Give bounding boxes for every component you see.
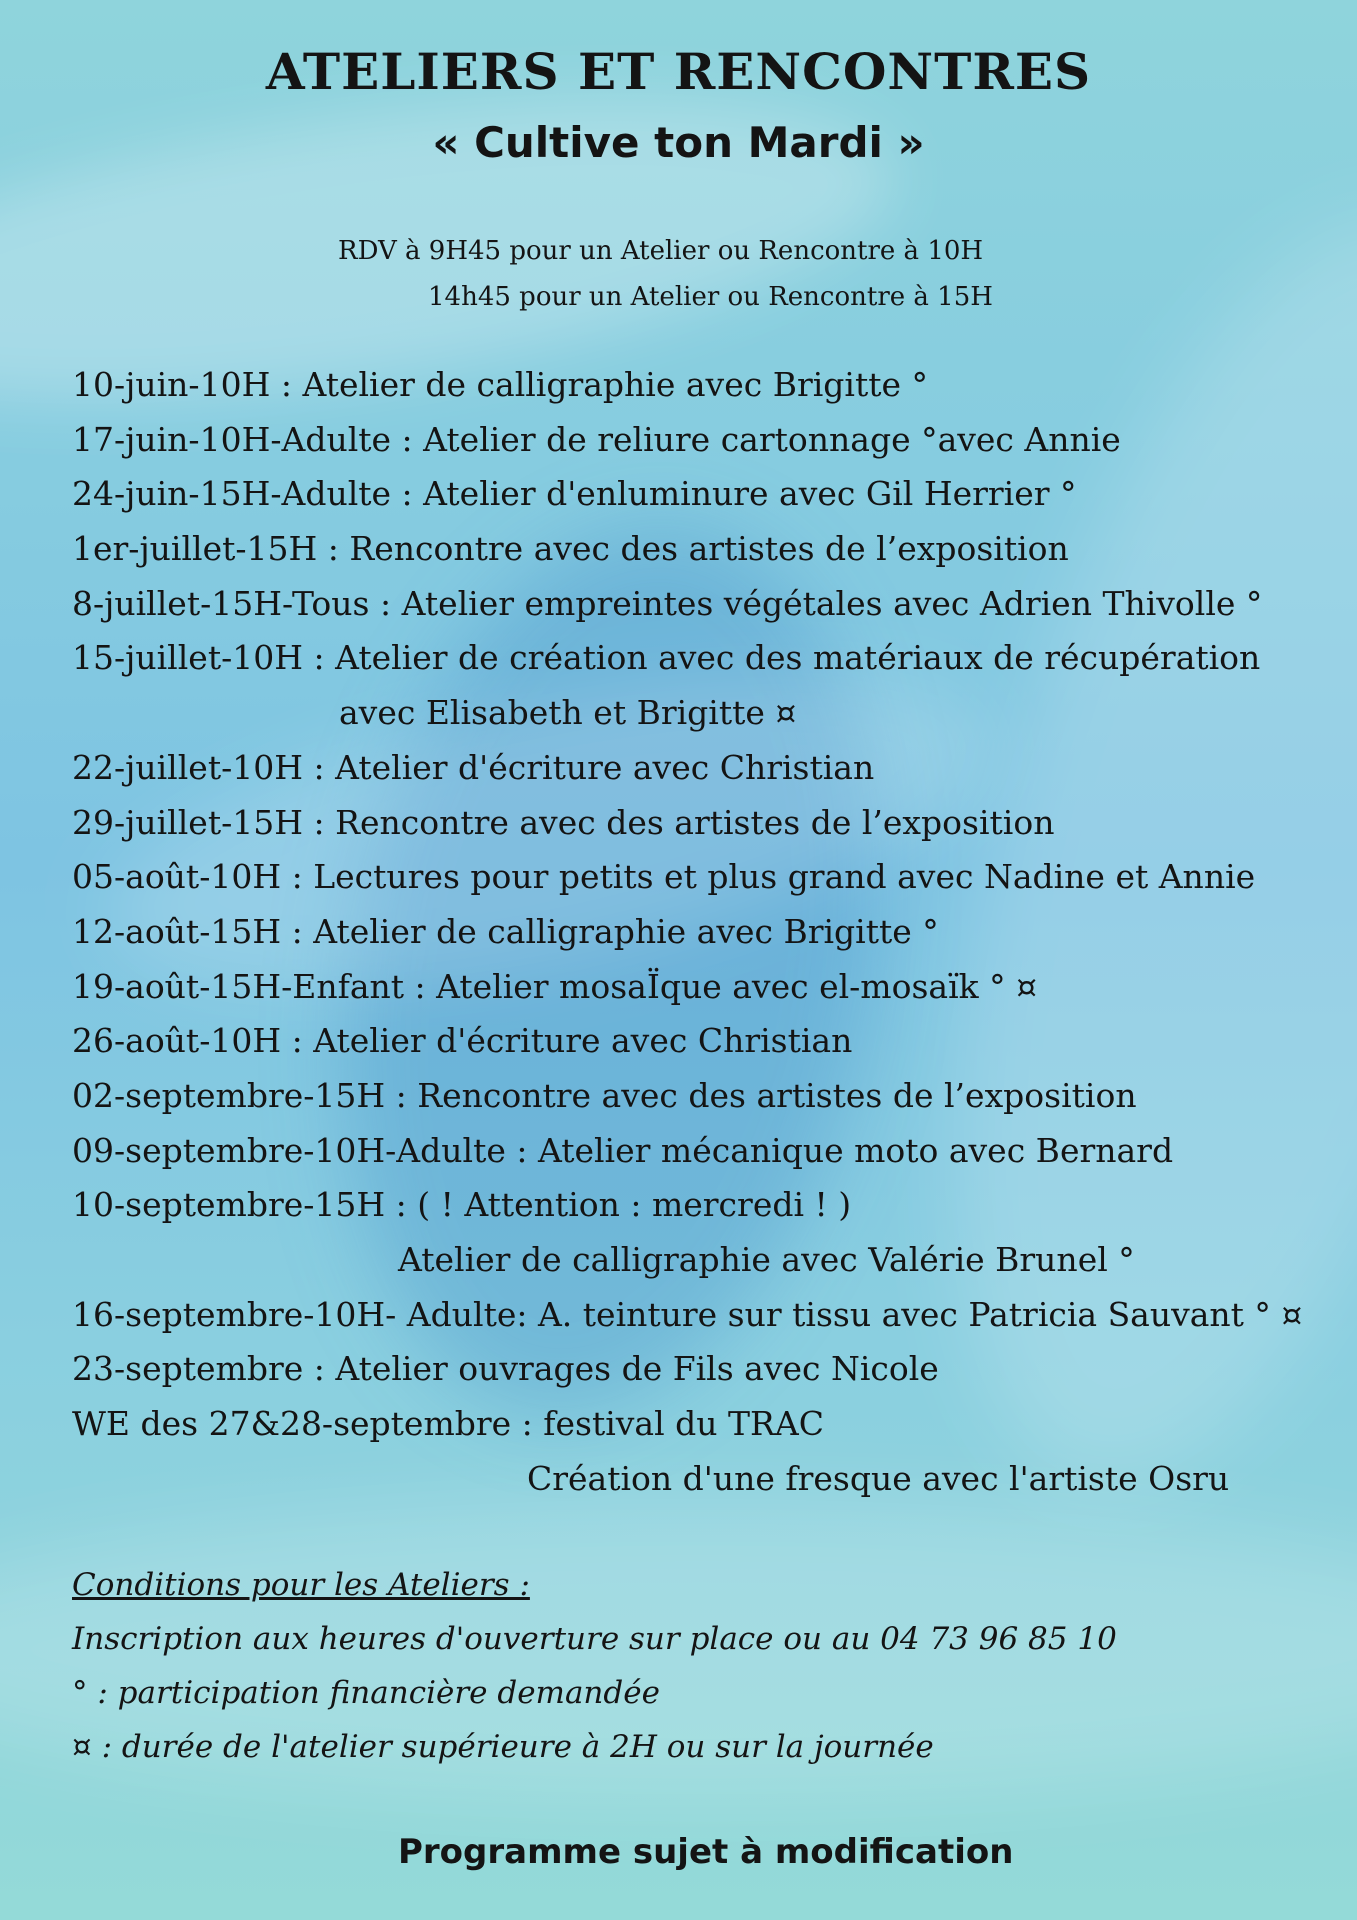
page-title: ATELIERS ET RENCONTRES [265,42,1092,101]
schedule-item: 17-juin-10H-Adulte : Atelier de reliure cartonnage °avec Annie [72,419,1121,459]
page-subtitle: « Cultive ton Mardi » [432,118,925,167]
schedule-item: 15-juillet-10H : Atelier de création avec des matériaux de récupération [72,638,1261,678]
schedule-item-continuation: Création d'une fresque avec l'artiste Osru [527,1458,1230,1498]
schedule-item: 05-août-10H : Lectures pour petits et plus grand avec Nadine et Annie [72,857,1256,897]
rdv-morning: RDV à 9H45 pour un Atelier ou Rencontre à 10H [338,236,984,266]
conditions-duration: ¤ : durée de l'atelier supérieure à 2H ou sur la journée [72,1729,934,1765]
schedule-item: 22-juillet-10H : Atelier d'écriture avec Christian [72,747,875,787]
schedule-item: 23-septembre : Atelier ouvrages de Fils avec Nicole [72,1349,939,1389]
schedule-item: 26-août-10H : Atelier d'écriture avec Christian [72,1021,853,1061]
rdv-afternoon: 14h45 pour un Atelier ou Rencontre à 15H [428,282,993,312]
conditions-heading: Conditions pour les Ateliers : [72,1567,530,1603]
schedule-item: 10-septembre-15H : ( ! Attention : mercredi ! ) [72,1185,852,1225]
schedule-item: 19-août-15H-Enfant : Atelier mosaÏque avec el-mosaïk ° ¤ [72,966,1038,1006]
schedule-item: 24-juin-15H-Adulte : Atelier d'enluminure avec Gil Herrier ° [72,474,1077,514]
schedule-item-continuation: Atelier de calligraphie avec Valérie Brunel ° [398,1240,1135,1279]
schedule-item: 29-juillet-15H : Rencontre avec des artistes de l’exposition [72,802,1055,842]
schedule-item: 02-septembre-15H : Rencontre avec des artistes de l’exposition [72,1075,1137,1115]
schedule-item-continuation: avec Elisabeth et Brigitte ¤ [339,693,797,733]
schedule-list [72,358,1342,1506]
schedule-item: 10-juin-10H : Atelier de calligraphie avec Brigitte ° [72,365,929,404]
schedule-item: 8-juillet-15H-Tous : Atelier empreintes végétales avec Adrien Thivolle ° [72,583,1263,623]
conditions-participation: ° : participation financière demandée [72,1675,660,1711]
schedule-item: 09-septembre-10H-Adulte : Atelier mécanique moto avec Bernard [72,1130,1174,1170]
schedule-item: 16-septembre-10H- Adulte: A. teinture sur tissu avec Patricia Sauvant ° ¤ [72,1294,1303,1334]
schedule-item: 12-août-15H : Atelier de calligraphie avec Brigitte ° [72,911,939,951]
conditions-section [72,1558,1117,1774]
schedule-item: 1er-juillet-15H : Rencontre avec des artistes de l’exposition [72,529,1069,569]
conditions-inscription: Inscription aux heures d'ouverture sur place ou au 04 73 96 85 10 [72,1621,1117,1657]
footer-note: Programme sujet à modification [398,1832,1014,1872]
schedule-item: WE des 27&28-septembre : festival du TRAC [72,1404,824,1444]
